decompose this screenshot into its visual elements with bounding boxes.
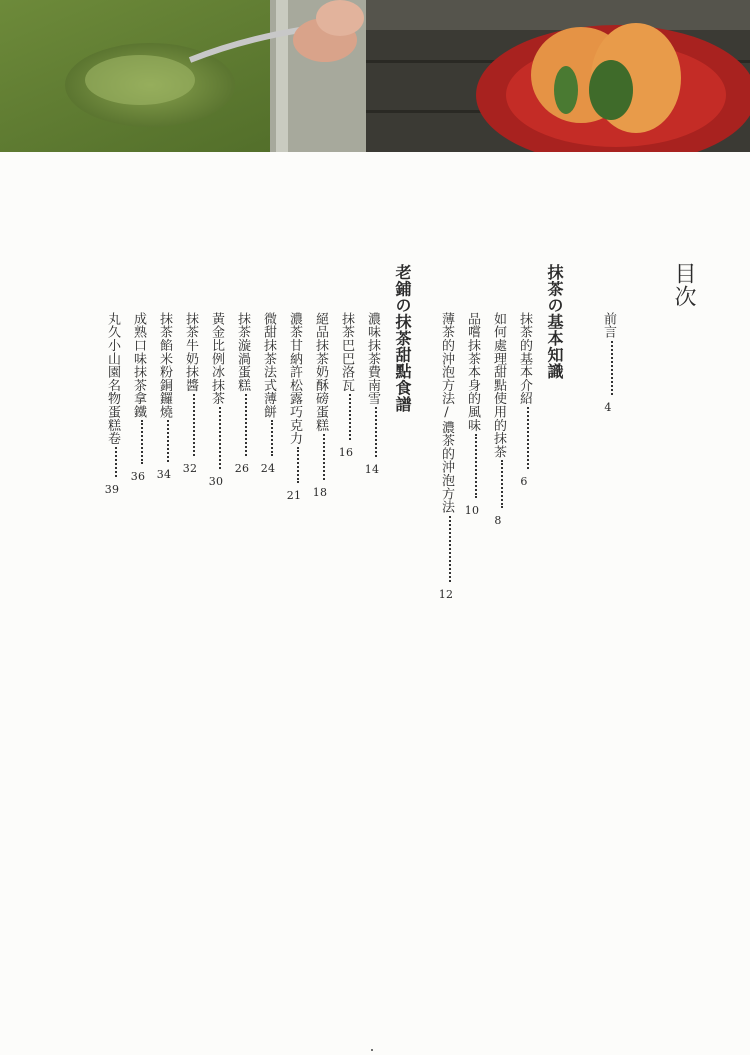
dot-leader <box>245 394 247 456</box>
page-number: 18 <box>312 485 328 499</box>
page-number: 36 <box>130 470 146 484</box>
page-mark <box>371 1049 373 1051</box>
section-title: 老鋪の抹茶甜點食譜 <box>393 264 412 413</box>
dot-leader <box>193 394 195 456</box>
toc-entry <box>156 312 172 482</box>
toc-entry <box>104 312 120 497</box>
page-number: 34 <box>156 468 172 482</box>
page-number: 24 <box>260 462 276 476</box>
dot-leader <box>449 516 451 582</box>
toc-entry <box>438 312 454 602</box>
toc-entry <box>490 312 506 528</box>
entry-label: 絕品抹茶奶酥磅蛋糕 <box>313 312 328 432</box>
toc-entry <box>260 312 276 476</box>
toc-entry <box>312 312 328 500</box>
toc-entry <box>364 312 380 477</box>
entry-label: 濃茶甘納許松露巧克力 <box>287 312 302 445</box>
dot-leader <box>611 341 613 395</box>
page-number: 14 <box>364 463 380 477</box>
entry-label: 抹茶的基本介紹 <box>517 312 532 406</box>
page-number: 39 <box>104 483 120 496</box>
toc-entry <box>338 312 354 460</box>
dot-leader <box>219 407 221 469</box>
page-number: 10 <box>464 503 480 517</box>
dot-leader <box>501 460 503 508</box>
dot-leader <box>475 434 477 498</box>
dot-leader <box>167 420 169 462</box>
entry-label: 黃金比例冰抹茶 <box>209 312 224 406</box>
toc-entry <box>516 312 532 489</box>
entry-label: 微甜抹茶法式薄餅 <box>261 312 276 419</box>
section-title: 抹茶の基本知識 <box>545 264 564 380</box>
entry-label: 品嚐抹茶本身的風味 <box>465 312 480 432</box>
toc-entry <box>130 312 146 484</box>
entry-label: 抹茶漩渦蛋糕 <box>235 312 250 392</box>
dot-leader <box>297 447 299 483</box>
toc-title: 目次 <box>671 262 696 308</box>
toc-entry <box>208 312 224 489</box>
entry-label: 濃味抹茶費南雪 <box>365 312 380 406</box>
entry-label: 成熟口味抹茶拿鐵 <box>131 312 146 419</box>
dot-leader <box>323 434 325 480</box>
dot-leader <box>271 420 273 456</box>
dot-leader <box>375 407 377 457</box>
toc-entry <box>464 312 480 518</box>
dot-leader <box>527 407 529 469</box>
toc-entry-preface <box>600 312 616 415</box>
entry-label: 抹茶巴巴洛瓦 <box>339 312 354 392</box>
entry-label: 抹茶牛奶抹醬 <box>183 312 198 392</box>
toc-entry <box>182 312 198 476</box>
dot-leader <box>141 420 143 464</box>
entry-label: 抹茶餡米粉銅鑼燒 <box>157 312 172 419</box>
toc-entry <box>286 312 302 503</box>
page-number: 16 <box>338 445 354 459</box>
dot-leader <box>349 394 351 440</box>
page-number: 21 <box>286 489 302 502</box>
dot-leader <box>115 447 117 477</box>
entry-label: 丸久小山園名物蛋糕卷 <box>105 312 120 445</box>
page-number: 6 <box>520 475 528 489</box>
toc-entry <box>234 312 250 476</box>
entry-label: 薄茶的沖泡方法/濃茶的沖泡方法 <box>439 312 454 514</box>
entry-label: 如何處理甜點使用的抹茶 <box>491 312 506 459</box>
page-number: 26 <box>234 461 250 475</box>
page-number: 4 <box>604 400 612 414</box>
entry-label: 前言 <box>601 312 616 339</box>
page-number: 8 <box>494 514 502 528</box>
page-number: 32 <box>182 461 198 475</box>
page-number: 12 <box>438 587 454 601</box>
page-number: 30 <box>208 475 224 489</box>
